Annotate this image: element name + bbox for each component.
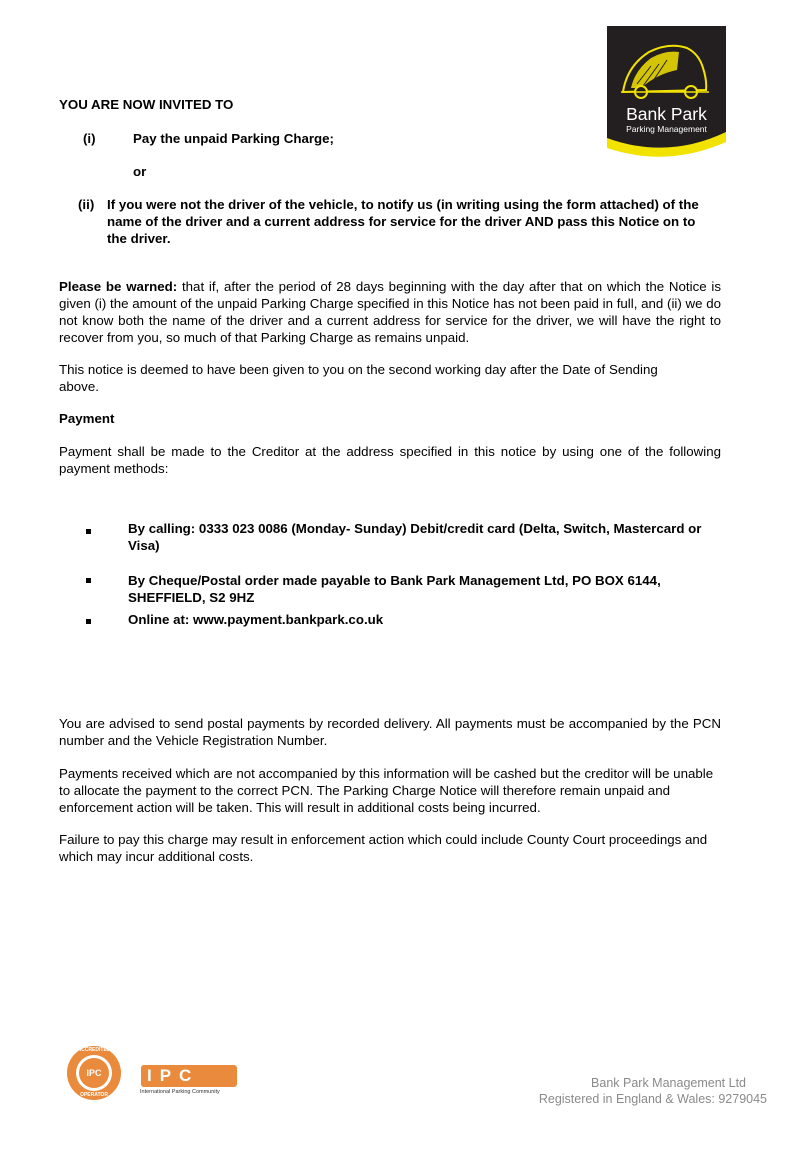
bullet-marker — [86, 529, 91, 534]
payment-method-cheque: By Cheque/Postal order made payable to Bank Park Management Ltd, PO BOX 6144, SHEFFIELD, S2 9HZ — [128, 573, 661, 605]
option-1-text: Pay the unpaid Parking Charge; — [133, 131, 334, 146]
seal-bottom-text: OPERATOR — [80, 1092, 108, 1098]
bullet-marker — [86, 619, 91, 624]
payment-method-online: Online at: www.payment.bankpark.co.uk — [128, 612, 384, 627]
postal-advice-paragraph: You are advised to send postal payments by recorded delivery. All payments must be accompanied by the PCN number and the Vehicle Registration Number. — [59, 716, 721, 748]
ipc-caption: International Parking Community — [140, 1089, 220, 1095]
option-2-text: If you were not the driver of the vehicle, to notify us (in writing using the form attached) of the name of the driver and a current address for service for the driver AND pass this Notice on to the driver. — [107, 197, 699, 246]
unallocated-payment-paragraph: Payments received which are not accompanied by this information will be cashed but the creditor will be unable to allocate the payment to the correct PCN. The Parking Charge Notice will therefore remain unpaid and enforcement action will be taken. This will result in additional costs being incurred. — [59, 766, 714, 815]
seal-top-text: ACCREDITED — [77, 1047, 111, 1053]
option-2-marker: (ii) — [78, 197, 95, 212]
failure-to-pay-paragraph: Failure to pay this charge may result in enforcement action which could include County Court proceedings and which may incur additional costs. — [59, 832, 708, 864]
seal-middle-text: IPC — [86, 1068, 102, 1078]
logo-tagline-text: Parking Management — [626, 124, 707, 134]
accredited-operator-seal — [66, 1045, 122, 1101]
footer-company: Bank Park Management Ltd — [591, 1076, 746, 1090]
payment-intro: Payment shall be made to the Creditor at the address specified in this notice by using one of the following payment methods: — [59, 444, 721, 476]
or-text: or — [133, 164, 147, 179]
invite-heading: YOU ARE NOW INVITED TO — [59, 97, 234, 112]
option-1-marker: (i) — [83, 131, 96, 146]
warning-lead: Please be warned: — [59, 279, 178, 294]
logo-graphic — [607, 26, 726, 159]
payment-heading: Payment — [59, 411, 115, 426]
ipc-letters: IPC — [141, 1065, 237, 1087]
bank-park-logo — [607, 26, 726, 159]
footer-registration: Registered in England & Wales: 9279045 — [538, 1092, 767, 1106]
logo-brand-text: Bank Park — [626, 104, 707, 124]
ipc-logo — [140, 1065, 242, 1099]
payment-method-phone: By calling: 0333 023 0086 (Monday- Sunday) Debit/credit card (Delta, Switch, Mastercard or Visa) — [128, 521, 702, 553]
warning-text: that if, after the period of 28 days beginning with the day after that on which the Notice is given (i) the amount of the unpaid Parking Charge specified in this Notice has not been paid in full, and (ii) we do not know both the name of the driver and a current address for service for the driver, we will have the right to recover from you, so much of that Parking Charge as remains unpaid. — [59, 279, 721, 345]
bullet-marker — [86, 578, 91, 583]
warning-paragraph — [59, 278, 721, 346]
deemed-notice-paragraph: This notice is deemed to have been given to you on the second working day after the Date of Sending above. — [59, 362, 658, 394]
